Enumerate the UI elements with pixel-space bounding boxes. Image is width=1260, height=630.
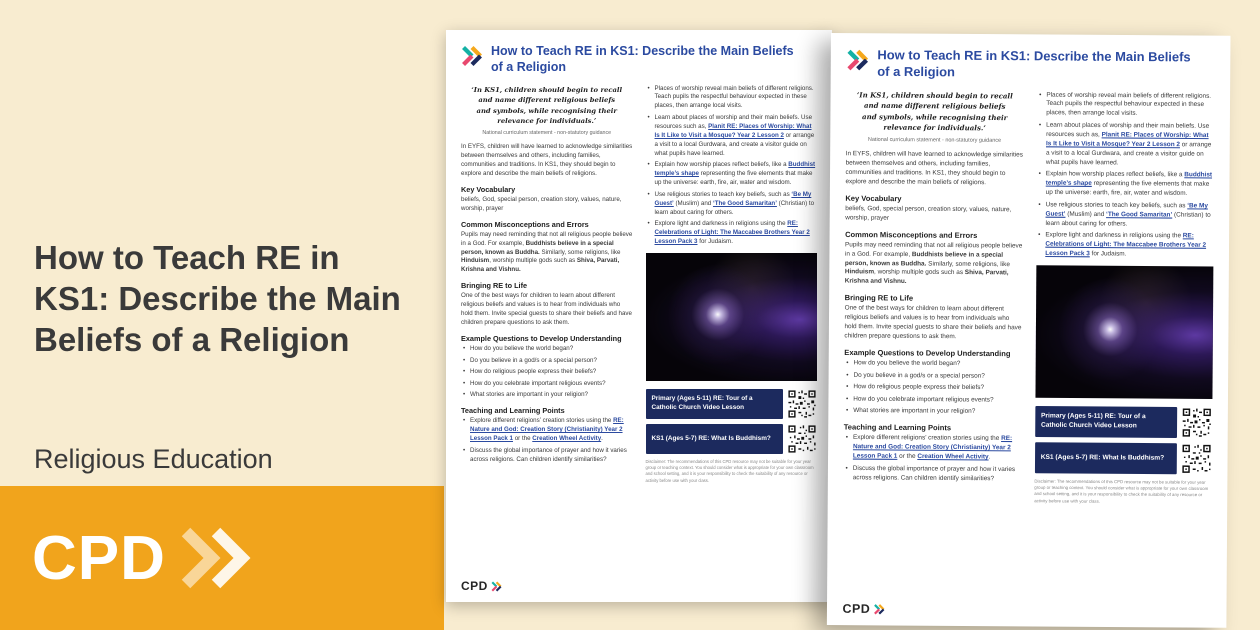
page-content xyxy=(446,30,832,602)
inline-link[interactable]: ‘Be My Guest’ xyxy=(1045,201,1208,218)
disclaimer-text: Disclaimer: The recommendations of this CPD resource may not be suitable for your year group or teaching context. You should consider what is appropriate for your own classroom and school setting, and it is your responsibility to check the suitability of any resource or activity before use with your class. xyxy=(1034,478,1209,504)
teaching-point: • Discuss the global importance of prayer and how it varies across religions. Can children identify similarities? xyxy=(845,464,1021,484)
curriculum-quote: ‘In KS1, children should begin to recall and name different religious beliefs and symbols, while recognising their relevance for individuals.’ xyxy=(471,85,623,126)
inline-link[interactable]: ‘The Good Samaritan’ xyxy=(712,199,777,207)
resource-banner-row xyxy=(646,389,818,419)
quote-caption: National curriculum statement - non-statutory guidance xyxy=(482,129,612,136)
key-vocabulary-list: beliefs, God, special person, creation story, values, nature, worship, prayer xyxy=(845,204,1012,222)
resource-banner-buddhism[interactable] xyxy=(1034,442,1177,474)
worship-bullet: • Places of worship reveal main beliefs of different religions. Teach pupils the respectful behaviour expected in these places, then arrange local visits. xyxy=(648,85,818,112)
heading-key-vocabulary: Key Vocabulary xyxy=(461,184,516,194)
resource-banner-catholic-church[interactable] xyxy=(1035,406,1178,438)
qr-code-icon xyxy=(1181,443,1212,474)
inline-link[interactable]: Creation Wheel Activity xyxy=(532,435,602,443)
bold-text: Shiva, Parvati, Krishna and Vishnu. xyxy=(844,269,1009,286)
resource-banner-row xyxy=(1034,442,1212,474)
right-column xyxy=(646,85,818,574)
question-list xyxy=(844,360,1022,418)
quote-caption: National curriculum statement - non-statutory guidance xyxy=(867,136,1002,144)
inline-link[interactable]: RE: Nature and God: Creation Story (Christianity) Year 2 Lesson Pack 1 xyxy=(852,435,1013,461)
cpd-footer-chevron-icon xyxy=(491,581,502,592)
bringing-paragraph: One of the best ways for children to learn about different religious beliefs and values is to hear from individuals who hold them. Invite special guests to share their beliefs and have children prepare questions to ask them. xyxy=(844,304,1022,341)
hero-subtitle: Religious Education xyxy=(34,444,273,474)
heading-key-vocabulary: Key Vocabulary xyxy=(845,193,902,203)
misconceptions-paragraph: Pupils may need reminding that not all religious people believe in a God. For example, Buddhists believe in a special person, known as Buddha. Similarly, some religions, like Hinduism, worship multiple gods such as Shiva, Parvati, Krishna and Vishnu. xyxy=(461,230,633,274)
document-footer xyxy=(461,579,817,593)
document-footer xyxy=(842,601,1211,618)
bold-text: Shiva, Parvati, Krishna and Vishnu. xyxy=(461,257,620,274)
inline-link[interactable]: Planit RE: Places of Worship: What Is It Like to Visit a Mosque? Year 2 Lesson 2 xyxy=(1046,131,1209,149)
resource-banner-buddhism[interactable] xyxy=(646,424,784,454)
curriculum-quote: ‘In KS1, children should begin to recall and name different religious beliefs and symbols, while recognising their relevance for individuals.’ xyxy=(856,90,1013,133)
document-page-back xyxy=(446,30,832,602)
intro-paragraph: In EYFS, children will have learned to acknowledge similarities between themselves and others, including families, communities and traditions. In KS1, they should begin to explore and describe the main beliefs of religions. xyxy=(461,142,633,177)
heading-misconceptions: Common Misconceptions and Errors xyxy=(461,219,589,229)
heading-example-questions: Example Questions to Develop Understanding xyxy=(461,334,622,344)
worship-bullet-list xyxy=(646,85,818,248)
right-column xyxy=(1034,91,1215,598)
question-item: • How do you believe the world began? xyxy=(463,345,633,354)
worship-bullet: • Explain how worship places reflect beliefs, like a Buddhist temple’s shape representing the five elements that make up the universe: earth, fire, air, water and wisdom. xyxy=(648,161,818,188)
inline-link[interactable]: Creation Wheel Activity xyxy=(917,453,989,461)
question-item: • How do you celebrate important religious events? xyxy=(463,380,633,389)
inline-link[interactable]: Buddhist temple’s shape xyxy=(654,161,816,178)
intro-paragraph: In EYFS, children will have learned to acknowledge similarities between themselves and others, including families, communities and traditions. In KS1, they should begin to explore and describe the main beliefs of religions. xyxy=(845,149,1023,186)
worship-bullet: • Explore light and darkness in religions using the RE: Celebrations of Light: The Maccabee Brothers Year 2 Lesson Pack 3 for Judaism. xyxy=(1038,231,1214,260)
teaching-point: • Discuss the global importance of prayer and how it varies across religions. Can children identify similarities? xyxy=(463,447,633,465)
resource-banner-row xyxy=(1035,406,1213,438)
worship-bullet: • Explain how worship places reflect beliefs, like a Buddhist temple’s shape representing the five elements that make up the universe: earth, fire, air, water and wisdom. xyxy=(1038,170,1214,199)
left-column xyxy=(461,85,633,574)
question-item: • How do religious people express their beliefs? xyxy=(463,368,633,377)
qr-code-icon xyxy=(1181,407,1212,438)
document-header xyxy=(461,43,817,76)
worship-bullet-list xyxy=(1036,91,1215,261)
photo-light-in-darkness xyxy=(1035,265,1213,399)
bold-text: Buddhists believe in a special person, known as Buddha. xyxy=(844,250,1004,268)
worship-bullet: • Explore light and darkness in religions using the RE: Celebrations of Light: The Maccabee Brothers Year 2 Lesson Pack 3 for Judaism. xyxy=(648,220,818,247)
inline-link[interactable]: Buddhist temple’s shape xyxy=(1045,171,1213,188)
worship-bullet: • Places of worship reveal main beliefs of different religions. Teach pupils the respectful behaviour expected in these places, then arrange local visits. xyxy=(1039,91,1215,120)
teaching-point-list xyxy=(843,434,1021,484)
qr-code-icon xyxy=(787,424,817,454)
cpd-footer-chevron-icon xyxy=(873,603,884,614)
question-item: • How do you believe the world began? xyxy=(846,360,1021,371)
cpd-chevron-logo-icon xyxy=(461,45,483,67)
resource-banner-catholic-church[interactable] xyxy=(646,389,784,419)
heading-example-questions: Example Questions to Develop Understanding xyxy=(844,348,1011,359)
photo-light-in-darkness xyxy=(646,253,818,381)
heading-teaching-points: Teaching and Learning Points xyxy=(461,406,565,416)
inline-link[interactable]: Planit RE: Places of Worship: What Is It Like to Visit a Mosque? Year 2 Lesson 2 xyxy=(654,122,812,139)
bold-text: Buddhists believe in a special person, known as Buddha. xyxy=(461,239,614,256)
two-column-layout xyxy=(843,90,1215,598)
banner-label: KS1 (Ages 5-7) RE: What Is Buddhism? xyxy=(651,434,771,442)
heading-bringing-re-to-life: Bringing RE to Life xyxy=(461,281,528,291)
question-item: • What stories are important in your religion? xyxy=(846,407,1021,418)
inline-link[interactable]: ‘Be My Guest’ xyxy=(654,190,812,207)
qr-code-icon xyxy=(787,389,817,419)
worship-bullet: • Use religious stories to teach key beliefs, such as ‘Be My Guest’ (Muslim) and ‘The Good Samaritan’ (Christian) to learn about caring for others. xyxy=(1038,201,1214,230)
question-item: • How do religious people express their beliefs? xyxy=(846,383,1021,394)
two-column-layout xyxy=(461,85,817,574)
cpd-logo-text: CPD xyxy=(32,523,166,593)
document-header xyxy=(846,47,1215,83)
left-column xyxy=(843,90,1024,597)
question-item: • Do you believe in a god/s or a special person? xyxy=(846,371,1021,382)
question-item: • What stories are important in your religion? xyxy=(463,391,633,400)
document-page-front xyxy=(827,33,1231,628)
banner-label: Primary (Ages 5-11) RE: Tour of a Catholic Church Video Lesson xyxy=(651,395,753,412)
misconceptions-paragraph: Pupils may need reminding that not all religious people believe in a God. For example, Buddhists believe in a special person, known as Buddha. Similarly, some religions, like Hinduism, worship multiple gods such as Shiva, Parvati, Krishna and Vishnu. xyxy=(844,240,1023,286)
bold-text: Hinduism xyxy=(461,257,490,265)
document-title: How to Teach RE in KS1: Describe the Main Beliefs of a Religion xyxy=(491,44,794,75)
banner-label: Primary (Ages 5-11) RE: Tour of a Catholic Church Video Lesson xyxy=(1040,412,1146,430)
worship-bullet: • Use religious stories to teach key beliefs, such as ‘Be My Guest’ (Muslim) and ‘The Good Samaritan’ (Christian) to learn about caring for others. xyxy=(648,191,818,218)
cpd-footer-logo-text: CPD xyxy=(461,579,488,593)
disclaimer-text: Disclaimer: The recommendations of this CPD resource may not be suitable for your year group or teaching context. You should consider what is appropriate for your own classroom and school setting, and it is your responsibility to check the suitability of any resource or activity before use with your class. xyxy=(645,459,814,483)
hero-title: How to Teach RE in KS1: Describe the Main Beliefs of a Religion xyxy=(34,239,401,358)
inline-link[interactable]: RE: Celebrations of Light: The Maccabee Brothers Year 2 Lesson Pack 3 xyxy=(654,220,810,246)
question-list xyxy=(461,345,633,400)
worship-bullet: • Learn about places of worship and their main beliefs. Use resources such as, Planit RE: Places of Worship: What Is It Like to Visit a Mosque? Year 2 Lesson 2 or arrange a visit to a local Gurdwara, and create a visitor guide on what pupils have learned. xyxy=(648,114,818,159)
document-title: How to Teach RE in KS1: Describe the Main Beliefs of a Religion xyxy=(877,47,1191,80)
bold-text: Hinduism xyxy=(844,268,875,276)
key-vocabulary-list: beliefs, God, special person, creation story, values, nature, worship, prayer xyxy=(461,195,622,212)
question-item: • How do you celebrate important religious events? xyxy=(846,395,1021,406)
heading-teaching-points: Teaching and Learning Points xyxy=(843,422,952,433)
resource-banner-row xyxy=(646,424,818,454)
teaching-point-list xyxy=(461,417,633,464)
page-content xyxy=(827,33,1231,628)
worship-bullet: • Learn about places of worship and their main beliefs. Use resources such as, Planit RE: Places of Worship: What Is It Like to Visit a Mosque? Year 2 Lesson 2 or arrange a visit to a local Gurdwara, and create a visitor guide on what pupils have learned. xyxy=(1039,121,1215,169)
banner-label: KS1 (Ages 5-7) RE: What Is Buddhism? xyxy=(1040,453,1165,462)
teaching-point: • Explore different religions’ creation stories using the RE: Nature and God: Creation Story (Christianity) Year 2 Lesson Pack 1 or the Creation Wheel Activity. xyxy=(463,417,633,444)
cpd-chevron-logo-icon xyxy=(846,49,869,72)
heading-misconceptions: Common Misconceptions and Errors xyxy=(845,229,978,240)
question-item: • Do you believe in a god/s or a special person? xyxy=(463,357,633,366)
cpd-brand-block xyxy=(0,486,444,630)
cpd-chevrons-icon xyxy=(178,525,262,591)
heading-bringing-re-to-life: Bringing RE to Life xyxy=(844,293,914,304)
inline-link[interactable]: ‘The Good Samaritan’ xyxy=(1106,210,1173,219)
teaching-point: • Explore different religions’ creation stories using the RE: Nature and God: Creation Story (Christianity) Year 2 Lesson Pack 1 or the Creation Wheel Activity. xyxy=(846,434,1022,463)
inline-link[interactable]: RE: Nature and God: Creation Story (Christianity) Year 2 Lesson Pack 1 xyxy=(470,417,624,443)
bringing-paragraph: One of the best ways for children to learn about different religious beliefs and values is to hear from individuals who hold them. Invite special guests to share their beliefs and have children prepare questions to ask them. xyxy=(461,292,632,327)
cpd-footer-logo-text: CPD xyxy=(842,601,871,616)
inline-link[interactable]: RE: Celebrations of Light: The Maccabee Brothers Year 2 Lesson Pack 3 xyxy=(1045,232,1207,258)
